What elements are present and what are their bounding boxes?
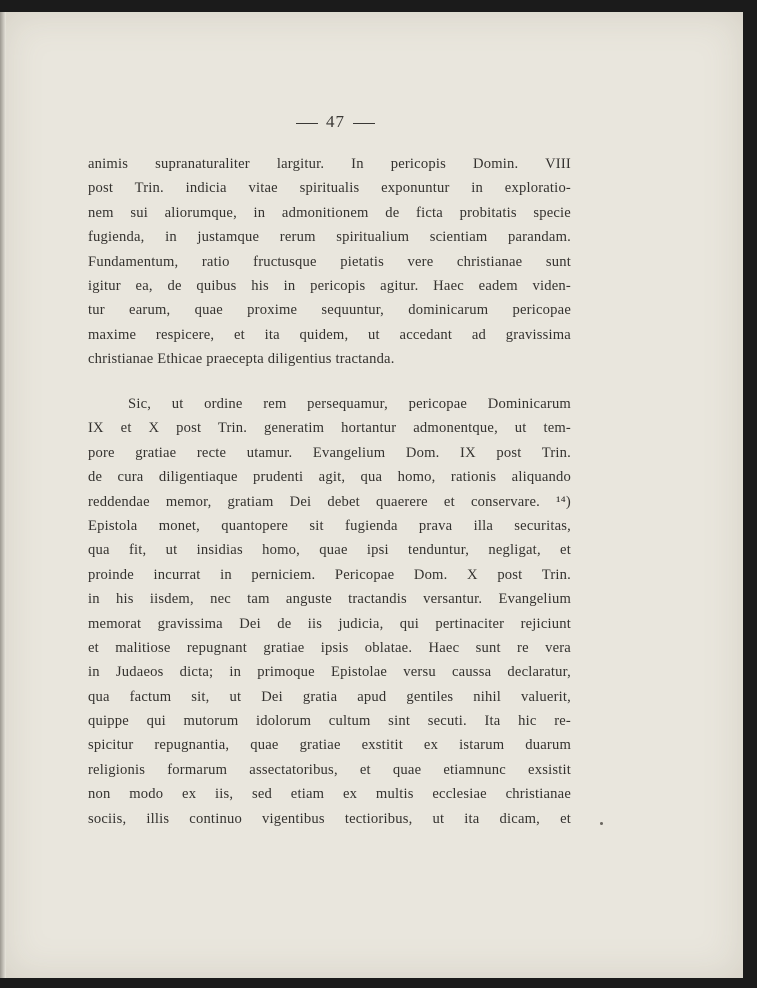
text-line: Fundamentum, ratio fructusque pietatis vere christianae sunt bbox=[88, 253, 571, 270]
text-line: Sic, ut ordine rem persequamur, pericopae Dominicarum bbox=[128, 396, 571, 412]
text-line: quippe qui mutorum idolorum cultum sint secuti. Ita hic re- bbox=[88, 713, 571, 730]
text-line: de cura diligentiaque prudenti agit, qua homo, rationis aliquando bbox=[88, 469, 571, 486]
text-line: spicitur repugnantia, quae gratiae exstitit ex istarum duarum bbox=[88, 737, 571, 754]
ink-speck bbox=[600, 822, 603, 825]
text-line: tur earum, quae proxime sequuntur, dominicarum pericopae bbox=[88, 302, 571, 319]
text-line: in Judaeos dicta; in primoque Epistolae versu caussa declaratur, bbox=[88, 664, 571, 681]
paragraph-2 bbox=[88, 392, 571, 831]
text-line: Epistola monet, quantopere sit fugienda prava illa securitas, bbox=[88, 517, 571, 534]
paragraph-1 bbox=[88, 152, 571, 372]
text-line: qua fit, ut insidias homo, quae ipsi tenduntur, negligat, et bbox=[88, 542, 571, 559]
page-number: 47 bbox=[326, 112, 345, 131]
text-line: proinde incurrat in perniciem. Pericopae Dom. X post Trin. bbox=[88, 566, 571, 583]
text-line: post Trin. indicia vitae spiritualis exponuntur in exploratio- bbox=[88, 180, 571, 197]
text-line: pore gratiae recte utamur. Evangelium Dom. IX post Trin. bbox=[88, 444, 571, 461]
text-line: religionis formarum assectatoribus, et quae etiamnunc exsistit bbox=[88, 761, 571, 778]
text-line: animis supranaturaliter largitur. In pericopis Domin. VIII bbox=[88, 156, 571, 172]
text-line: qua factum sit, ut Dei gratia apud gentiles nihil valuerit, bbox=[88, 688, 571, 705]
folio-dash-left bbox=[296, 123, 318, 124]
text-line: nem sui aliorumque, in admonitionem de ficta probitatis specie bbox=[88, 204, 571, 221]
text-line: in his iisdem, nec tam anguste tractandis versantur. Evangelium bbox=[88, 591, 571, 608]
text-line: IX et X post Trin. generatim hortantur admonentque, ut tem- bbox=[88, 420, 571, 437]
page-number-header bbox=[0, 112, 671, 132]
text-line: memorat gravissima Dei de iis judicia, qui pertinaciter rejiciunt bbox=[88, 615, 571, 632]
text-line: fugienda, in justamque rerum spiritualium scientiam parandam. bbox=[88, 229, 571, 246]
text-line: reddendae memor, gratiam Dei debet quaerere et conservare. ¹⁴) bbox=[88, 493, 571, 510]
text-line: non modo ex iis, sed etiam ex multis ecclesiae christianae bbox=[88, 786, 571, 803]
text-line: sociis, illis continuo vigentibus tectioribus, ut ita dicam, et bbox=[88, 810, 571, 827]
text-line: igitur ea, de quibus his in pericopis agitur. Haec eadem viden- bbox=[88, 277, 571, 294]
page-gutter-shadow bbox=[0, 12, 6, 978]
text-line: christianae Ethicae praecepta diligentius tractanda. bbox=[88, 351, 395, 368]
text-line: et malitiose repugnant gratiae ipsis oblatae. Haec sunt re vera bbox=[88, 639, 571, 656]
folio-dash-right bbox=[353, 123, 375, 124]
text-line: maxime respicere, et ita quidem, ut accedant ad gravissima bbox=[88, 326, 571, 343]
